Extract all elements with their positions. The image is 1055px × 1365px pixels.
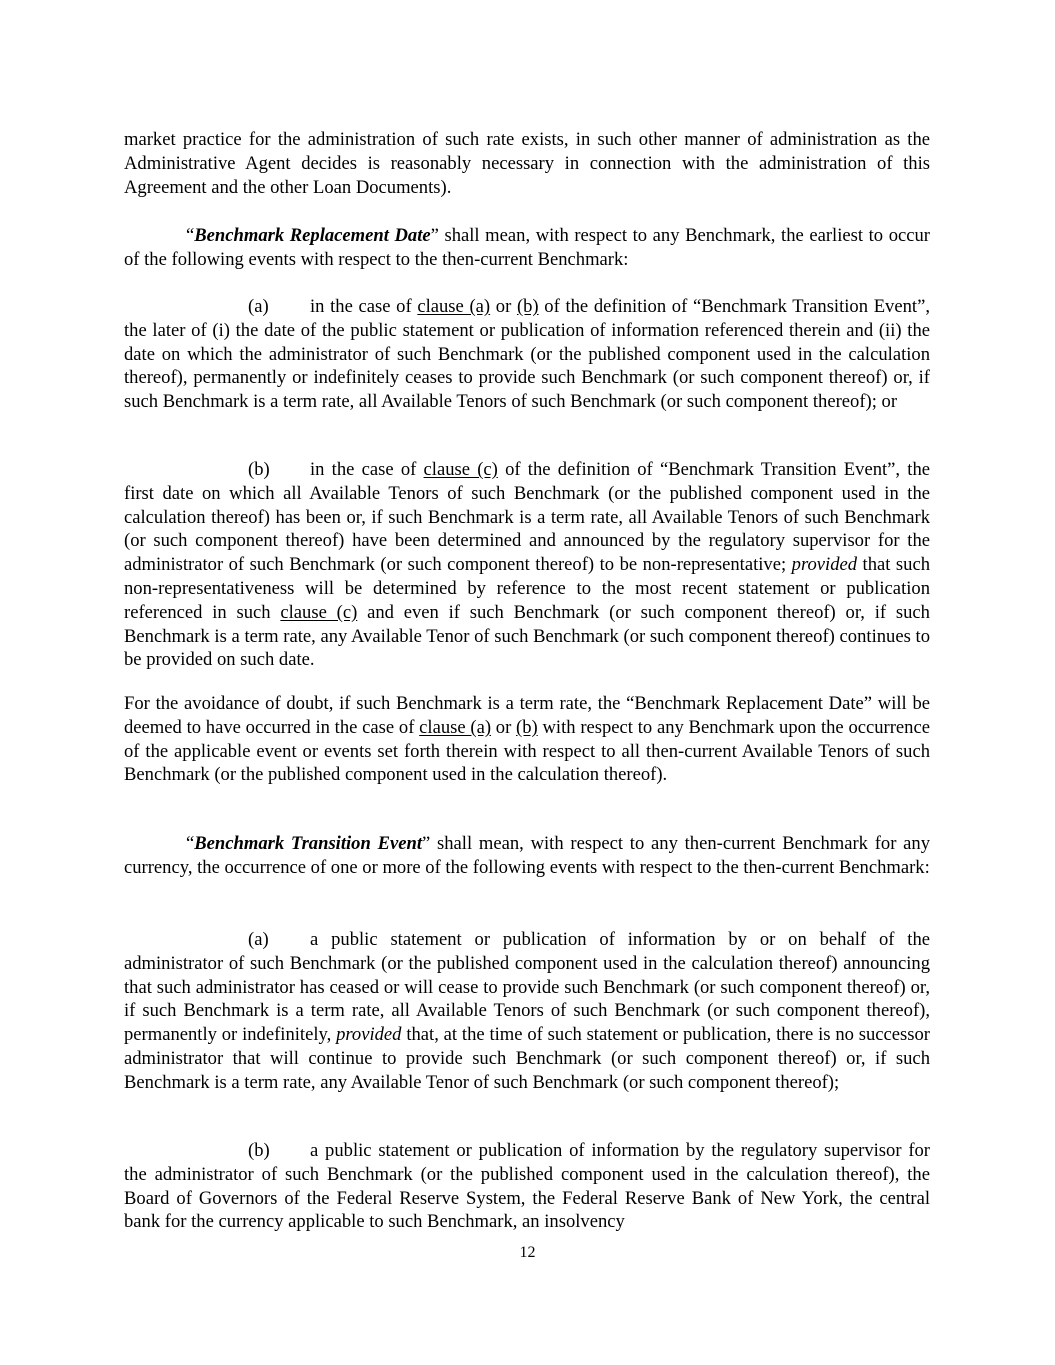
definition-benchmark-replacement-date: [124, 224, 930, 272]
clause-b-transition-event: [124, 1139, 930, 1234]
clause-reference: clause (a): [419, 716, 492, 738]
clause-a-transition-event: [124, 928, 930, 1095]
clause-text: or: [490, 296, 517, 317]
clause-text: and even if such Benchmark (or such component thereof) or, if such Benchmark is a term rate, any Available Tenor of such Benchmark (or such component thereof) continues to be provided on such date.: [124, 601, 930, 671]
clause-text: in the case of: [310, 296, 418, 317]
defined-term: Benchmark Transition Event: [194, 833, 422, 854]
clause-text: of the definition of “Benchmark Transition Event”, the first date on which all Available Tenors of such Benchmark (or the published component used in the calculation thereof) has been or, if such Benchmark is a term rate, all Available Tenors of such Benchmark (or such component thereof) have been determined and announced by the regulatory supervisor for the administrator of such Benchmark (or such component thereof) to be non-representative;: [124, 459, 931, 576]
clause-reference: clause (c): [423, 459, 498, 480]
clause-label: (a): [248, 929, 269, 950]
paragraph-text: with respect to any Benchmark upon the occurrence of the applicable event or events set forth therein with respect to all then-current Available Tenors of such Benchmark (or the published component used in the calculation thereof).: [124, 716, 930, 786]
clause-text: that such non-representativeness will be determined by reference to the most recent statement or publication referenced in such: [124, 554, 931, 623]
clause-text: in the case of: [310, 459, 424, 480]
clause-reference: (b): [516, 296, 539, 317]
definition-text: ” shall mean, with respect to any Benchmark, the earliest to occur of the following events with respect to the then-current Benchmark:: [124, 225, 930, 270]
clause-text: a public statement or publication of information by or on behalf of the administrator of such Benchmark (or the published component used in the calculation thereof) announcing that such administrator has ceased or will cease to provide such Benchmark (or such component thereof) or, if such Benchmark is a term rate, all Available Tenors of such Benchmark (or such component thereof), permanently or indefinitely,: [124, 929, 930, 1046]
clause-label: (b): [248, 459, 270, 480]
clause-reference: clause (c): [280, 601, 358, 623]
clause-text: a public statement or publication of information by the regulatory supervisor for the administrator of such Benchmark (or the published component used in the calculation thereof), the Board of Governors of the Federal Reserve System, the Federal Reserve Bank of New York, the central bank for the currency applicable to such Benchmark, an insolvency: [124, 1140, 930, 1233]
emphasis-provided: provided: [791, 554, 858, 576]
clause-text: of the definition of “Benchmark Transition Event”, the later of (i) the date of the public statement or publication of information referenced therein and (ii) the date on which the administrator of such Benchmark (or the published component used in the calculation thereof), permanently or indefinitely ceases to provide such Benchmark (or such component thereof) or, if such Benchmark is a term rate, all Available Tenors of such Benchmark (or such component thereof); or: [124, 296, 930, 413]
definition-benchmark-transition-event: [124, 832, 930, 880]
avoidance-of-doubt-paragraph: [124, 692, 930, 787]
clause-a-replacement-date: [124, 295, 930, 414]
clause-reference: clause (a): [417, 296, 491, 317]
clause-text: that, at the time of such statement or publication, there is no successor administrator that will continue to provide such Benchmark (or such component thereof) or, if such Benchmark is a term rate, any Available Tenor of such Benchmark (or such component thereof);: [124, 1024, 930, 1093]
clause-label: (b): [248, 1140, 270, 1161]
clause-b-replacement-date: [124, 458, 930, 672]
open-quote: “: [186, 833, 195, 854]
paragraph-continuation: market practice for the administration of such rate exists, in such other manner of administration as the Administrative Agent decides is reasonably necessary in connection with the administration of this Agreement and the other Loan Documents).: [124, 129, 930, 198]
open-quote: “: [186, 225, 195, 246]
paragraph-text: or: [491, 716, 517, 738]
defined-term: Benchmark Replacement Date: [194, 225, 431, 246]
emphasis-provided: provided: [336, 1024, 402, 1046]
definition-text: ” shall mean, with respect to any then-current Benchmark for any currency, the occurrence of one or more of the following events with respect to the then-current Benchmark:: [124, 833, 930, 878]
clause-reference: (b): [516, 716, 538, 738]
clause-label: (a): [248, 296, 269, 317]
paragraph-text: For the avoidance of doubt, if such Benchmark is a term rate, the “Benchmark Replacement Date” will be deemed to have occurred in the case of: [124, 693, 930, 738]
page-number: 12: [519, 1244, 536, 1261]
